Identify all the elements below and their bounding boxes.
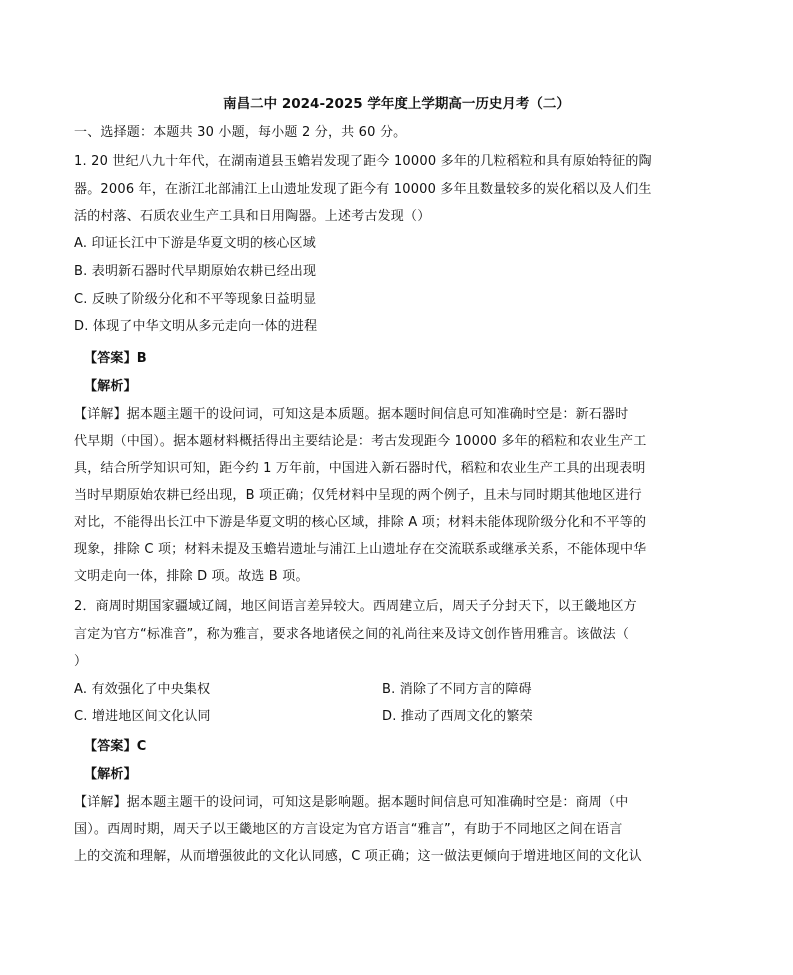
q1-detail-line-2: 代早期（中国）。据本题材料概括得出主要结论是：考古发现距今 10000 多年的稻粒和农业生产工 [74,434,647,449]
q1-stem-line-1: 1. 20 世纪八九十年代，在湖南道县玉蟾岩发现了距今 10000 多年的几粒稻粒和具有原始特征的陶 [74,154,652,169]
q1-option-c: C. 反映了阶级分化和不平等现象日益明显 [74,292,317,307]
q1-stem-line-2: 器。2006 年，在浙江北部浦江上山遗址发现了距今有 10000 多年且数量较多的炭化稻以及人们生 [74,182,652,197]
section-heading: 一、选择题：本题共 30 小题，每小题 2 分，共 60 分。 [74,125,407,140]
q1-option-a: A. 印证长江中下游是华夏文明的核心区域 [74,236,316,251]
q2-detail-line-3: 上的交流和理解，从而增强彼此的文化认同感，C 项正确；这一做法更倾向于增进地区间的文化认 [74,849,643,864]
q2-detail-line-2: 国）。西周时期，周天子以王畿地区的方言设定为官方语言“雅言”，有助于不同地区之间在语言 [74,822,623,837]
q2-option-d: D. 推动了西周文化的繁荣 [382,709,533,724]
q1-analysis-label: 【解析】 [84,379,137,394]
q2-option-b: B. 消除了不同方言的障碍 [382,682,532,697]
q2-option-a: A. 有效强化了中央集权 [74,682,211,697]
q1-detail-line-3: 具，结合所学知识可知，距今约 1 万年前，中国进入新石器时代，稻粒和农业生产工具的出现表明 [74,461,646,476]
q1-option-b: B. 表明新石器时代早期原始农耕已经出现 [74,264,317,279]
q1-detail-line-4: 当时早期原始农耕已经出现，B 项正确；仅凭材料中呈现的两个例子，且未与同时期其他地区进行 [74,488,642,503]
q1-detail-line-1: 【详解】据本题主题干的设问词，可知这是本质题。据本题时间信息可知准确时空是：新石器时 [74,407,629,422]
q1-stem-line-3: 活的村落、石质农业生产工具和日用陶器。上述考古发现（） [74,209,431,224]
q2-stem-line-3: ） [74,654,88,669]
q2-detail-line-1: 【详解】据本题主题干的设问词，可知这是影响题。据本题时间信息可知准确时空是：商周（中 [74,795,629,810]
q2-option-c: C. 增进地区间文化认同 [74,709,211,724]
q1-detail-line-7: 文明走向一体，排除 D 项。故选 B 项。 [74,569,309,584]
q1-option-d: D. 体现了中华文明从多元走向一体的进程 [74,319,318,334]
page-title: 南昌二中 2024-2025 学年度上学期高一历史月考（二） [223,96,570,112]
q2-analysis-label: 【解析】 [84,767,137,782]
q1-detail-line-5: 对比，不能得出长江中下游是华夏文明的核心区域，排除 A 项；材料未能体现阶级分化和不平等的 [74,515,647,530]
q2-answer: 【答案】C [84,739,147,754]
q2-stem-line-2: 言定为官方“标准音”，称为雅言，要求各地诸侯之间的礼尚往来及诗文创作皆用雅言。该做法（ [74,627,630,642]
q1-detail-line-6: 现象，排除 C 项；材料未提及玉蟾岩遗址与浦江上山遗址存在交流联系或继承关系，不能体现中华 [74,542,647,557]
q1-answer: 【答案】B [84,351,147,366]
q2-stem-line-1: 2．商周时期国家疆域辽阔，地区间语言差异较大。西周建立后，周天子分封天下，以王畿地区方 [74,599,637,614]
